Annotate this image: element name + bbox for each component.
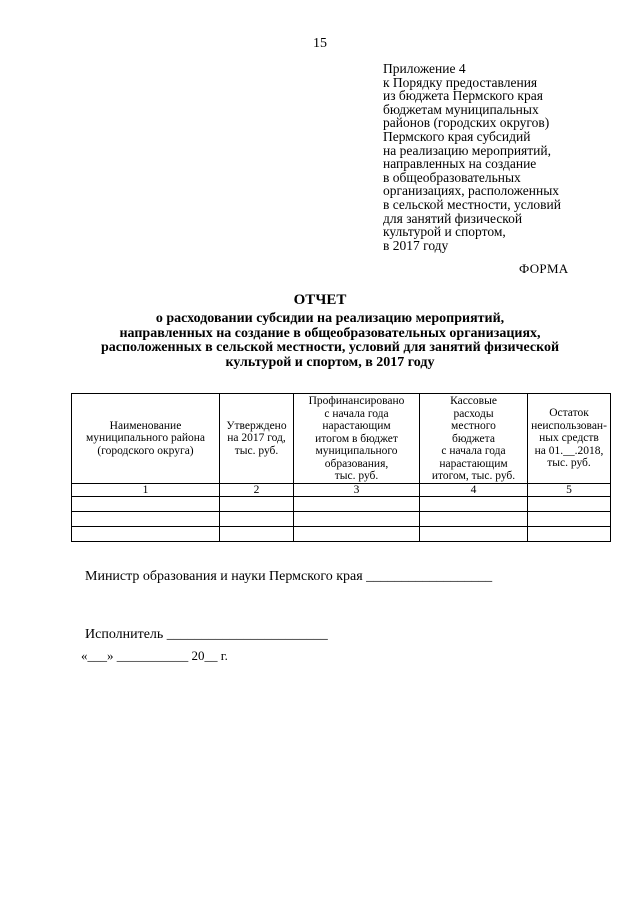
appendix-line: районов (городских округов) — [383, 115, 550, 131]
header-cash-expenses: Кассовые расходы местного бюджета с начала года нарастающим итогом, тыс. руб. — [420, 394, 528, 484]
header-financed: Профинансировано с начала года нарастающим итогом в бюджет муниципального образования, тыс. руб. — [294, 394, 420, 484]
appendix-line: Приложение 4 — [383, 61, 466, 76]
form-label: ФОРМА — [519, 261, 569, 276]
table-cell[interactable] — [528, 526, 611, 541]
table-row — [72, 526, 611, 541]
appendix-line: в сельской местности, условий — [383, 196, 561, 212]
table-cell[interactable] — [294, 496, 420, 511]
report-table — [71, 393, 611, 542]
column-number: 5 — [528, 483, 611, 496]
table-cell[interactable] — [528, 496, 611, 511]
report-subtitle — [60, 312, 600, 370]
table-header-row — [72, 394, 611, 484]
table-cell[interactable] — [420, 526, 528, 541]
subtitle-line: расположенных в сельской местности, условий для занятий физической — [100, 340, 560, 355]
header-remaining-funds: Остаток неиспользован- ных средств на 01.__.2018, тыс. руб. — [528, 394, 611, 484]
header-municipality: Наименование муниципального района (городского округа) — [72, 394, 220, 484]
appendix-line: в общеобразовательных — [383, 169, 521, 185]
appendix-block — [383, 62, 613, 252]
table-cell[interactable] — [72, 511, 220, 526]
table-cell[interactable] — [72, 526, 220, 541]
header-approved: Утверждено на 2017 год, тыс. руб. — [220, 394, 294, 484]
table-cell[interactable] — [528, 511, 611, 526]
column-number: 4 — [420, 483, 528, 496]
appendix-line: для занятий физической — [383, 210, 523, 226]
appendix-line: Пермского края субсидий — [383, 128, 531, 144]
executor-signature-line: Исполнитель _______________________ — [85, 627, 328, 642]
appendix-line: организациях, расположенных — [383, 183, 560, 199]
column-number: 3 — [294, 483, 420, 496]
appendix-line: на реализацию мероприятий, — [383, 142, 551, 158]
table-cell[interactable] — [420, 496, 528, 511]
subtitle-line: культурой и спортом, в 2017 году — [225, 354, 435, 370]
column-number-row — [72, 483, 611, 496]
table-cell[interactable] — [420, 511, 528, 526]
column-number: 1 — [72, 483, 220, 496]
column-number: 2 — [220, 483, 294, 496]
appendix-line: культурой и спортом, — [383, 224, 506, 240]
minister-signature-line: Министр образования и науки Пермского края __________________ — [85, 569, 493, 584]
appendix-line: из бюджета Пермского края — [383, 88, 543, 104]
appendix-line: бюджетам муниципальных — [383, 101, 539, 117]
table-row — [72, 511, 611, 526]
table-cell[interactable] — [294, 526, 420, 541]
table-cell[interactable] — [220, 496, 294, 511]
table-row — [72, 496, 611, 511]
table-cell[interactable] — [220, 511, 294, 526]
report-title: ОТЧЕТ — [293, 292, 347, 308]
subtitle-line: о расходовании субсидии на реализацию мероприятий, — [155, 311, 505, 326]
date-line: «___» ___________ 20__ г. — [81, 648, 228, 663]
table-cell[interactable] — [294, 511, 420, 526]
table-cell[interactable] — [72, 496, 220, 511]
page-number: 15 — [313, 36, 327, 51]
appendix-line: направленных на создание — [383, 156, 537, 172]
appendix-line: к Порядку предоставления — [383, 74, 538, 90]
table-cell[interactable] — [220, 526, 294, 541]
subtitle-line: направленных на создание в общеобразовательных организациях, — [119, 325, 541, 341]
appendix-line: в 2017 году — [383, 237, 449, 253]
